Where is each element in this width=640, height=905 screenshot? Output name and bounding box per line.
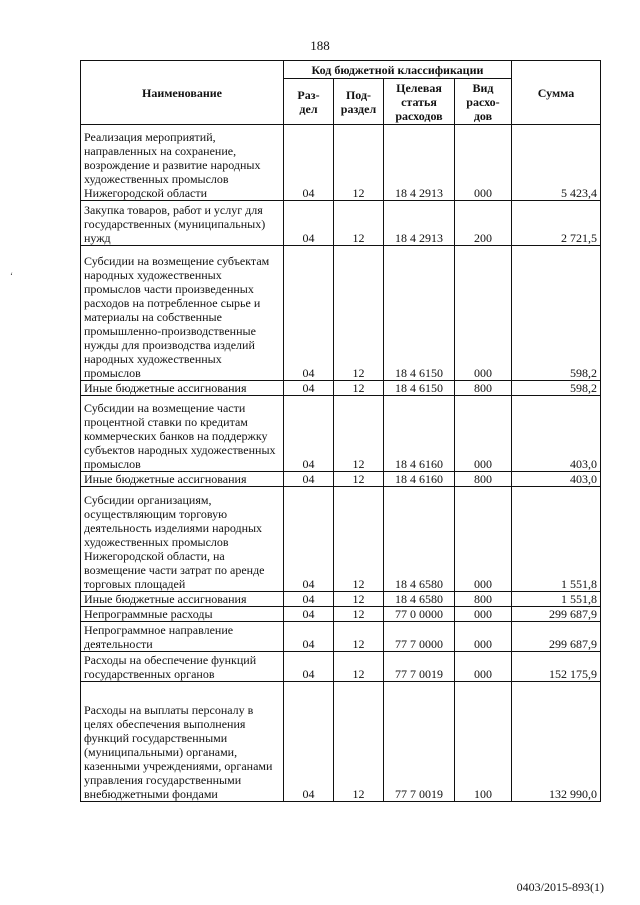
row-razdel: 04 xyxy=(284,622,334,652)
row-name: Расходы на выплаты персоналу в целях обеспечения выполнения функций государственными (муниципальными) органами, казенными учреждениями, органами управления государственными внебюджетными фондами xyxy=(81,682,284,802)
row-expense-type: 000 xyxy=(455,607,512,622)
row-name: Реализация мероприятий, направленных на сохранение, возрождение и развитие народных художественных промыслов Нижегородской области xyxy=(81,125,284,201)
row-target-article: 77 7 0000 xyxy=(384,622,455,652)
row-target-article: 77 7 0019 xyxy=(384,652,455,682)
row-name: Субсидии на возмещение субъектам народных художественных промыслов части произведенных расходов на потребленное сырье и материалы на собственные промышленно-производственные нужды для производства изделий народных художественных промыслов xyxy=(81,246,284,381)
row-expense-type: 000 xyxy=(455,487,512,592)
row-name: Иные бюджетные ассигнования xyxy=(81,381,284,396)
table-row xyxy=(81,125,601,201)
row-target-article: 18 4 6580 xyxy=(384,487,455,592)
row-name: Субсидии на возмещение части процентной ставки по кредитам коммерческих банков на поддержку субъектов народных художественных промыслов xyxy=(81,396,284,472)
row-podrazdel: 12 xyxy=(334,201,384,246)
row-expense-type: 800 xyxy=(455,381,512,396)
header-razdel xyxy=(284,79,334,125)
header-expense-type-text: Вид расхо- дов xyxy=(466,80,500,123)
row-sum: 5 423,4 xyxy=(512,125,601,201)
row-razdel: 04 xyxy=(284,472,334,487)
row-target-article: 18 4 2913 xyxy=(384,125,455,201)
table-row xyxy=(81,472,601,487)
row-name: Закупка товаров, работ и услуг для государственных (муниципальных) нужд xyxy=(81,201,284,246)
header-razdel-text: Раз- дел xyxy=(297,87,320,116)
page-number: 188 xyxy=(310,38,330,53)
row-expense-type: 000 xyxy=(455,652,512,682)
row-podrazdel: 12 xyxy=(334,472,384,487)
row-razdel: 04 xyxy=(284,652,334,682)
table-body xyxy=(81,125,601,802)
table-row xyxy=(81,246,601,381)
row-podrazdel: 12 xyxy=(334,622,384,652)
row-podrazdel: 12 xyxy=(334,125,384,201)
row-sum: 299 687,9 xyxy=(512,607,601,622)
row-expense-type: 000 xyxy=(455,246,512,381)
row-podrazdel: 12 xyxy=(334,682,384,802)
row-podrazdel: 12 xyxy=(334,487,384,592)
header-target-article-text: Целевая статья расходов xyxy=(395,80,443,123)
row-sum: 132 990,0 xyxy=(512,682,601,802)
stray-mark: ‘ xyxy=(10,271,13,281)
row-name: Расходы на обеспечение функций государственных органов xyxy=(81,652,284,682)
row-sum: 299 687,9 xyxy=(512,622,601,652)
row-expense-type: 000 xyxy=(455,125,512,201)
row-podrazdel: 12 xyxy=(334,396,384,472)
table-row xyxy=(81,592,601,607)
row-podrazdel: 12 xyxy=(334,652,384,682)
row-razdel: 04 xyxy=(284,592,334,607)
row-target-article: 18 4 6580 xyxy=(384,592,455,607)
row-razdel: 04 xyxy=(284,396,334,472)
row-expense-type: 800 xyxy=(455,472,512,487)
document-code: 0403/2015-893(1) xyxy=(516,880,604,894)
row-target-article: 18 4 2913 xyxy=(384,201,455,246)
table-row xyxy=(81,652,601,682)
row-sum: 598,2 xyxy=(512,381,601,396)
table-row xyxy=(81,487,601,592)
row-razdel: 04 xyxy=(284,125,334,201)
row-podrazdel: 12 xyxy=(334,246,384,381)
row-sum: 403,0 xyxy=(512,396,601,472)
table-header xyxy=(81,61,601,125)
row-expense-type: 000 xyxy=(455,622,512,652)
row-target-article: 18 4 6150 xyxy=(384,381,455,396)
row-name: Иные бюджетные ассигнования xyxy=(81,472,284,487)
row-razdel: 04 xyxy=(284,682,334,802)
row-expense-type: 000 xyxy=(455,396,512,472)
table-row xyxy=(81,396,601,472)
table-row xyxy=(81,607,601,622)
row-name: Непрограммные расходы xyxy=(81,607,284,622)
row-sum: 1 551,8 xyxy=(512,592,601,607)
header-podrazdel xyxy=(334,79,384,125)
row-podrazdel: 12 xyxy=(334,607,384,622)
row-name: Иные бюджетные ассигнования xyxy=(81,592,284,607)
row-name: Непрограммное направление деятельности xyxy=(81,622,284,652)
row-target-article: 18 4 6160 xyxy=(384,396,455,472)
row-target-article: 18 4 6150 xyxy=(384,246,455,381)
header-target-article xyxy=(384,79,455,125)
row-podrazdel: 12 xyxy=(334,592,384,607)
row-razdel: 04 xyxy=(284,607,334,622)
budget-table xyxy=(80,60,601,802)
table-row xyxy=(81,682,601,802)
table-row xyxy=(81,381,601,396)
row-expense-type: 800 xyxy=(455,592,512,607)
row-target-article: 18 4 6160 xyxy=(384,472,455,487)
row-expense-type: 200 xyxy=(455,201,512,246)
header-name: Наименование xyxy=(81,61,284,125)
header-podrazdel-text: Под- раздел xyxy=(340,87,377,116)
row-sum: 598,2 xyxy=(512,246,601,381)
row-sum: 403,0 xyxy=(512,472,601,487)
header-expense-type xyxy=(455,79,512,125)
table-row xyxy=(81,201,601,246)
row-podrazdel: 12 xyxy=(334,381,384,396)
row-razdel: 04 xyxy=(284,381,334,396)
row-target-article: 77 7 0019 xyxy=(384,682,455,802)
row-razdel: 04 xyxy=(284,246,334,381)
row-name: Субсидии организациям, осуществляющим торговую деятельность изделиями народных художественных промыслов Нижегородской области, на возмещение части затрат по аренде торговых площадей xyxy=(81,487,284,592)
row-target-article: 77 0 0000 xyxy=(384,607,455,622)
row-sum: 152 175,9 xyxy=(512,652,601,682)
row-razdel: 04 xyxy=(284,487,334,592)
header-sum: Сумма xyxy=(512,61,601,125)
header-classification-code: Код бюджетной классификации xyxy=(284,61,512,79)
row-sum: 1 551,8 xyxy=(512,487,601,592)
row-sum: 2 721,5 xyxy=(512,201,601,246)
row-expense-type: 100 xyxy=(455,682,512,802)
table-row xyxy=(81,622,601,652)
row-razdel: 04 xyxy=(284,201,334,246)
